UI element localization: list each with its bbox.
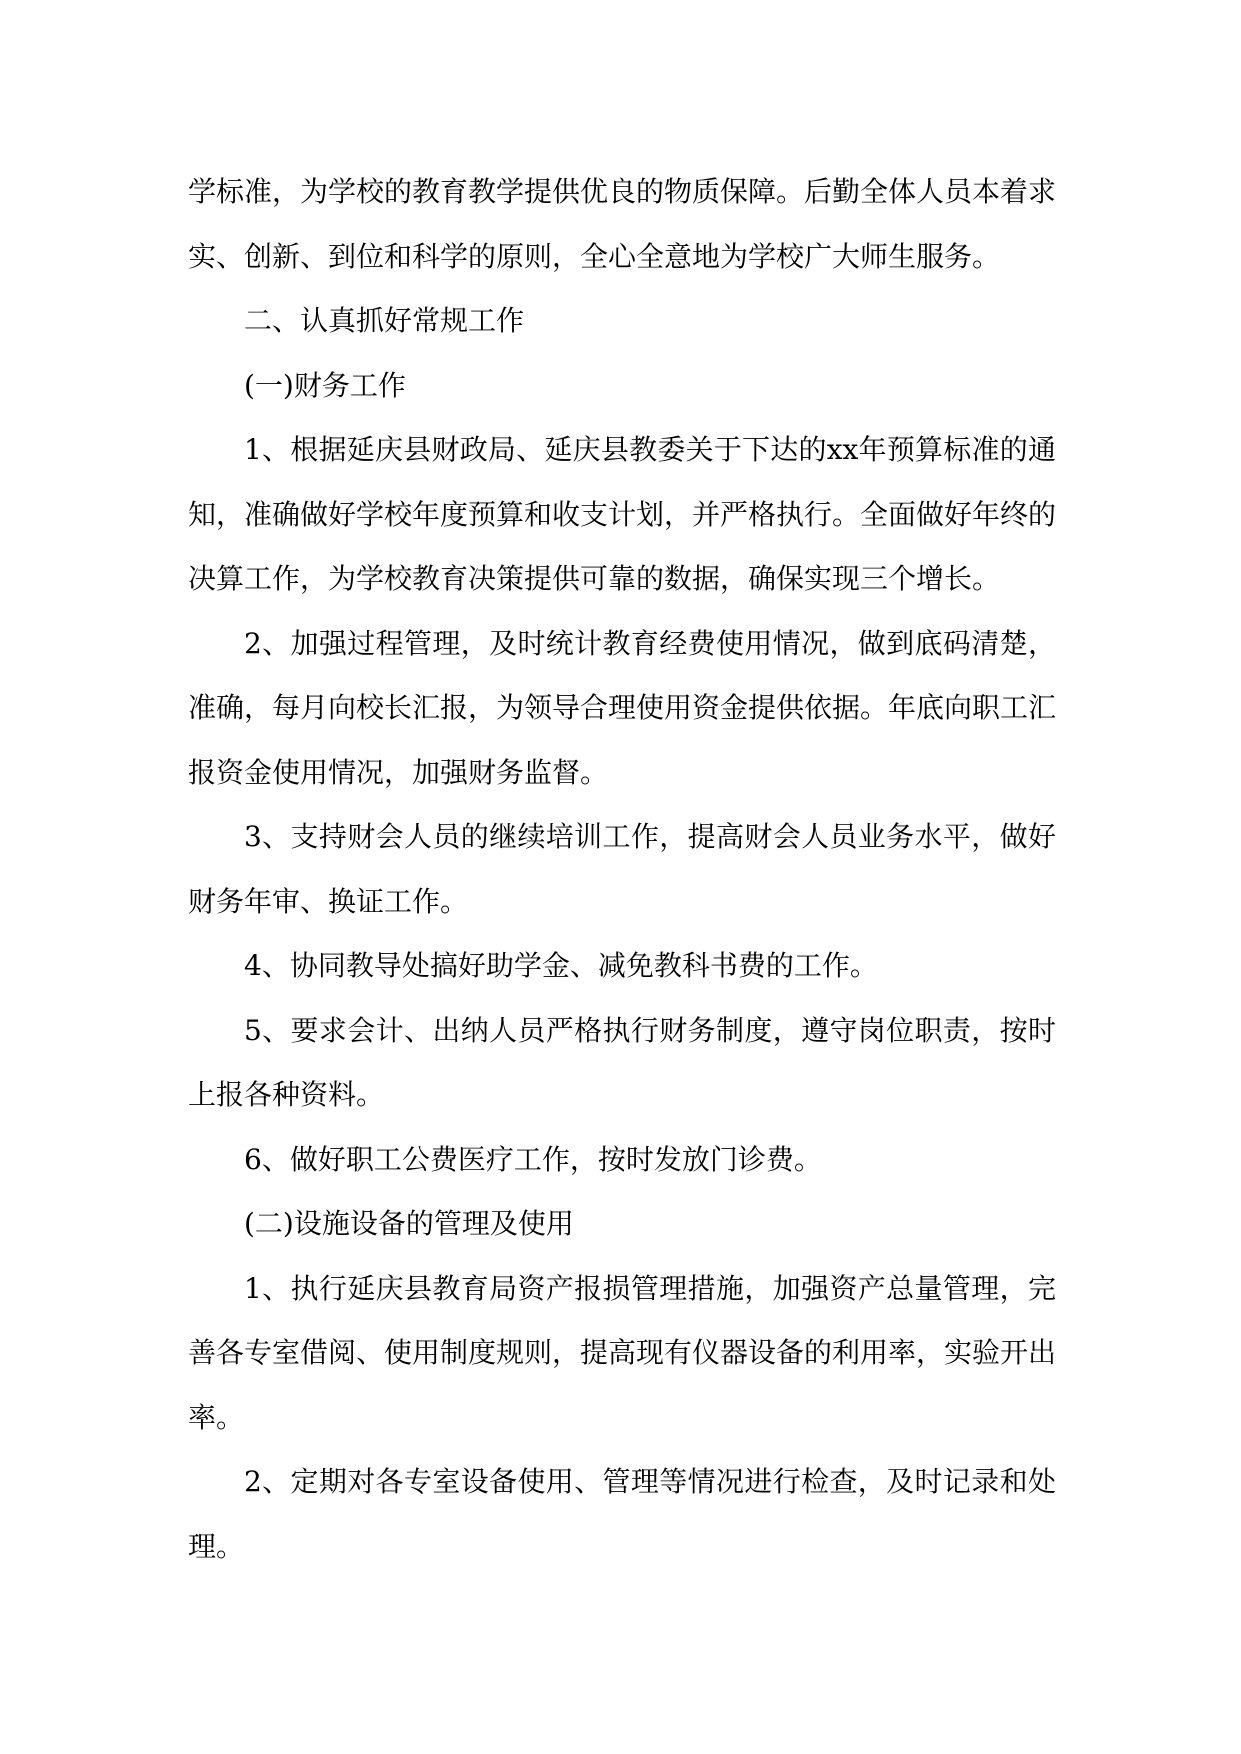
subsection-heading: (二)设施设备的管理及使用	[244, 1207, 574, 1240]
paragraph: 2、加强过程管理，及时统计教育经费使用情况，做到底码清楚，准确，每月向校长汇报，为领导合理使用资金提供依据。年底向职工汇报资金使用情况，加强财务监督。	[188, 626, 1057, 789]
paragraph: 1、根据延庆县财政局、延庆县教委关于下达的xx年预算标准的通知，准确做好学校年度预算和收支计划，并严格执行。全面做好年终的决算工作，为学校教育决策提供可靠的数据，确保实现三个增长。	[188, 433, 1057, 595]
paragraph: 5、要求会计、出纳人员严格执行财务制度，遵守岗位职责，按时上报各种资料。	[188, 1013, 1056, 1111]
paragraph: 2、定期对各专室设备使用、管理等情况进行检查，及时记录和处理。	[188, 1465, 1056, 1563]
subsection-heading: (一)财务工作	[244, 368, 406, 402]
paragraph: 3、支持财会人员的继续培训工作，提高财会人员业务水平，做好财务年审、换证工作。	[188, 820, 1056, 918]
paragraph: 4、协同教导处搞好助学金、减免教科书费的工作。	[244, 949, 878, 982]
section-heading: 二、认真抓好常规工作	[244, 304, 525, 337]
paragraph-continued: 学标准，为学校的教育教学提供优良的物质保障。后勤全体人员本着求实、创新、到位和科学的原则，全心全意地为学校广大师生服务。	[188, 175, 1057, 273]
paragraph: 6、做好职工公费医疗工作，按时发放门诊费。	[244, 1142, 822, 1176]
paragraph: 1、执行延庆县教育局资产报损管理措施，加强资产总量管理，完善各专室借阅、使用制度规则，提高现有仪器设备的利用率，实验开出率。	[188, 1271, 1057, 1434]
document-body	[188, 160, 1056, 1579]
